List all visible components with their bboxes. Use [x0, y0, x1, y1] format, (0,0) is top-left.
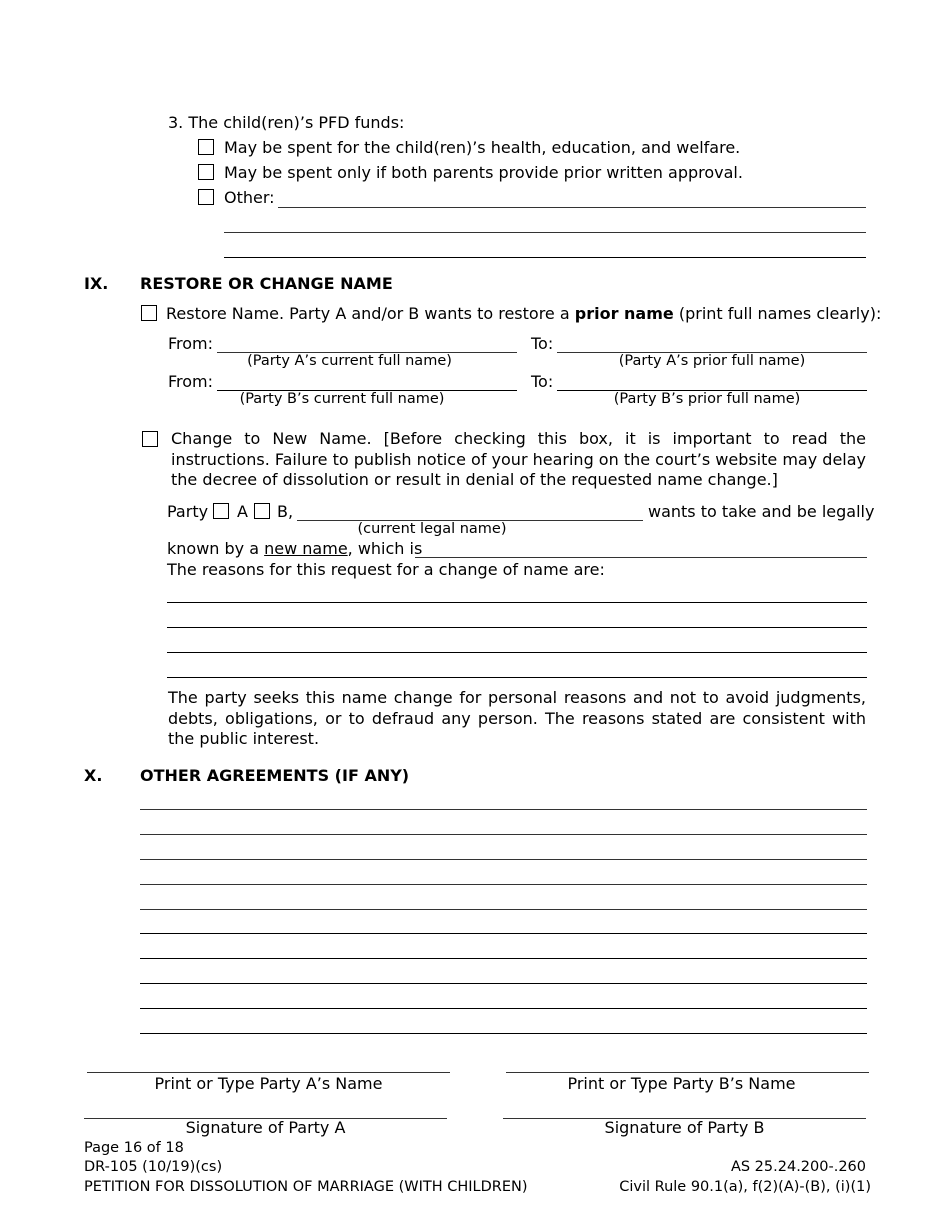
- pfd-other-line-1[interactable]: [278, 207, 866, 208]
- pfd-item-heading: 3. The child(ren)’s PFD funds:: [168, 113, 405, 132]
- restore-name-text: [166, 306, 881, 322]
- party-b-from-label: From:: [168, 372, 214, 391]
- pfd-other-line-2[interactable]: [224, 232, 866, 233]
- restore-text-before: Restore Name. Party A and/or B wants to restore a: [166, 304, 570, 323]
- current-legal-name-caption: (current legal name): [357, 521, 507, 537]
- party-a-label: A: [237, 502, 248, 521]
- reasons-label: The reasons for this request for a change of name are:: [167, 560, 605, 579]
- party-a-current-caption: (Party A’s current full name): [247, 353, 452, 369]
- new-name-label: new name: [264, 539, 348, 558]
- party-a-checkbox[interactable]: [213, 503, 229, 519]
- agreements-line-8[interactable]: [140, 983, 867, 984]
- agreements-line-6[interactable]: [140, 933, 867, 934]
- pfd-option-other-checkbox[interactable]: [198, 189, 214, 205]
- section-x-number: X.: [84, 766, 103, 785]
- pfd-other-line-3[interactable]: [224, 257, 866, 258]
- pfd-option-approval-label: May be spent only if both parents provide prior written approval.: [224, 163, 743, 182]
- pfd-option-welfare-checkbox[interactable]: [198, 139, 214, 155]
- which-is-label: , which is: [347, 539, 423, 558]
- party-b-current-caption: (Party B’s current full name): [239, 391, 445, 407]
- party-b-name-caption: Print or Type Party B’s Name: [567, 1074, 796, 1093]
- party-a-to-label: To:: [531, 334, 554, 353]
- party-b-name-line[interactable]: [506, 1072, 869, 1073]
- known-by-label: known by a: [167, 539, 260, 558]
- party-a-prior-caption: (Party A’s prior full name): [618, 353, 806, 369]
- reasons-line-4[interactable]: [167, 677, 867, 678]
- section-ix-title: RESTORE OR CHANGE NAME: [140, 274, 393, 293]
- footer-statute: AS 25.24.200-.260: [730, 1159, 866, 1175]
- party-a-name-caption: Print or Type Party A’s Name: [154, 1074, 383, 1093]
- agreements-line-7[interactable]: [140, 958, 867, 959]
- agreements-line-2[interactable]: [140, 834, 867, 835]
- wants-text: wants to take and be legally: [648, 502, 875, 521]
- pfd-option-other-label: Other:: [224, 188, 275, 207]
- party-b-checkbox[interactable]: [254, 503, 270, 519]
- footer-form-id: DR-105 (10/19)(cs): [84, 1159, 223, 1175]
- footer-page-number: Page 16 of 18: [84, 1140, 184, 1156]
- agreements-line-1[interactable]: [140, 809, 867, 810]
- known-by-text: [167, 541, 422, 557]
- reasons-line-3[interactable]: [167, 652, 867, 653]
- footer-rule: Civil Rule 90.1(a), f(2)(A)-(B), (i)(1): [619, 1179, 871, 1195]
- new-name-field[interactable]: [415, 557, 867, 558]
- pfd-option-approval-checkbox[interactable]: [198, 164, 214, 180]
- agreements-line-5[interactable]: [140, 909, 867, 910]
- party-b-to-label: To:: [531, 372, 554, 391]
- agreements-line-9[interactable]: [140, 1008, 867, 1009]
- pfd-option-welfare-label: May be spent for the child(ren)’s health, education, and welfare.: [224, 138, 741, 157]
- party-b-signature-caption: Signature of Party B: [604, 1118, 765, 1137]
- agreements-line-4[interactable]: [140, 884, 867, 885]
- restore-text-after: (print full names clearly):: [678, 304, 882, 323]
- footer-form-title: PETITION FOR DISSOLUTION OF MARRIAGE (WITH CHILDREN): [84, 1179, 528, 1195]
- party-b-label: B,: [277, 502, 294, 521]
- agreements-line-3[interactable]: [140, 859, 867, 860]
- party-b-prior-caption: (Party B’s prior full name): [613, 391, 801, 407]
- party-a-from-label: From:: [168, 334, 214, 353]
- name-change-declaration: The party seeks this name change for personal reasons and not to avoid judgments, debts, obligations, or to defraud any person. The reasons stated are consistent with the public interest.: [168, 688, 866, 748]
- section-x-title: OTHER AGREEMENTS (IF ANY): [140, 766, 410, 785]
- restore-name-checkbox[interactable]: [141, 305, 157, 321]
- section-ix-number: IX.: [84, 274, 109, 293]
- reasons-line-1[interactable]: [167, 602, 867, 603]
- change-name-paragraph: Change to New Name. [Before checking this box, it is important to read the instructions. Failure to publish notice of your hearing on the court’s website may delay the decree of dissolution or result in denial of the requested name change.]: [171, 429, 866, 489]
- change-name-checkbox[interactable]: [142, 431, 158, 447]
- agreements-line-10[interactable]: [140, 1033, 867, 1034]
- reasons-line-2[interactable]: [167, 627, 867, 628]
- restore-text-bold: prior name: [574, 304, 674, 323]
- party-label: Party: [167, 502, 209, 521]
- party-a-signature-caption: Signature of Party A: [185, 1118, 346, 1137]
- party-a-name-line[interactable]: [87, 1072, 450, 1073]
